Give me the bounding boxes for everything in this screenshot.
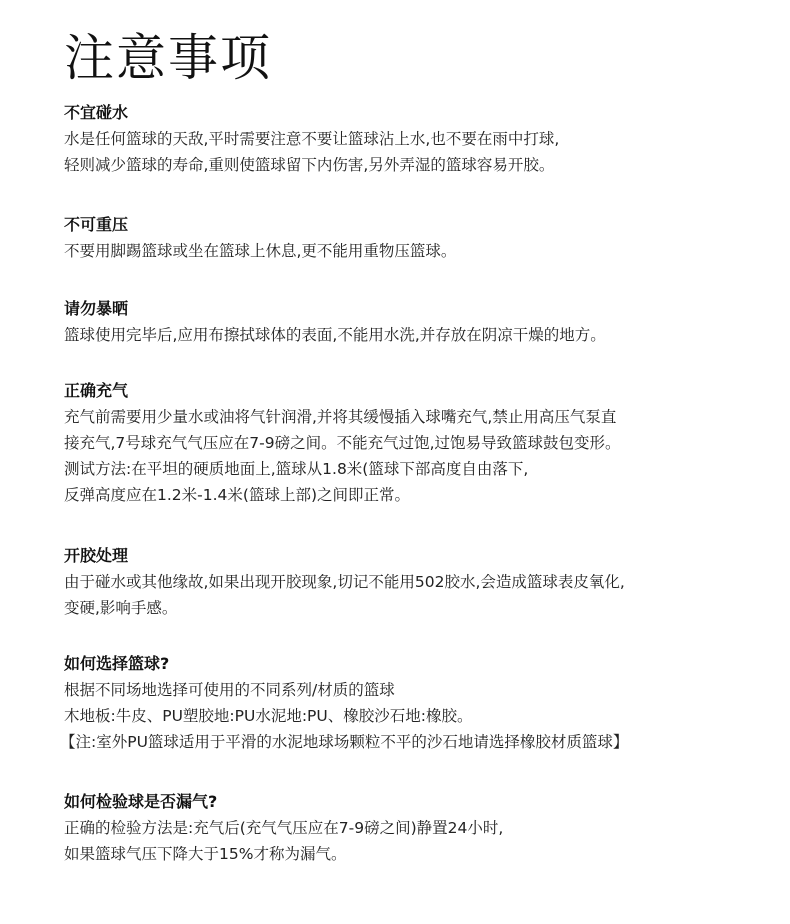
section-line: 正确的检验方法是:充气后(充气气压应在7-9磅之间)静置24小时, [64, 819, 504, 837]
section-line: 充气前需要用少量水或油将气针润滑,并将其缓慢插入球嘴充气,禁止用高压气泵直 [64, 408, 617, 426]
section-pressure [64, 212, 764, 264]
section-line: 不要用脚踢篮球或坐在篮球上休息,更不能用重物压篮球。 [64, 242, 457, 260]
section-line: 如果篮球气压下降大于15%才称为漏气。 [64, 845, 347, 863]
section-heading: 正确充气 [64, 381, 129, 400]
section-heading: 不可重压 [64, 215, 129, 234]
section-line: 水是任何篮球的天敌,平时需要注意不要让篮球沾上水,也不要在雨中打球, [64, 130, 560, 148]
section-heading: 请勿暴晒 [64, 299, 129, 318]
section-line: 木地板:牛皮、PU塑胶地:PU水泥地:PU、橡胶沙石地:橡胶。 [64, 707, 473, 725]
section-line: 变硬,影响手感。 [64, 599, 178, 617]
section-line: 根据不同场地选择可使用的不同系列/材质的篮球 [64, 681, 395, 699]
section-leak [64, 789, 764, 867]
section-line: 接充气,7号球充气气压应在7-9磅之间。不能充气过饱,过饱易导致篮球鼓包变形。 [64, 434, 621, 452]
page-title: 注意事项 [64, 29, 272, 87]
section-choose [60, 651, 764, 755]
section-heading: 开胶处理 [64, 546, 129, 565]
section-line: 反弹高度应在1.2米-1.4米(篮球上部)之间即正常。 [64, 486, 410, 504]
section-line: 篮球使用完毕后,应用布擦拭球体的表面,不能用水洗,并存放在阴凉干燥的地方。 [64, 326, 606, 344]
section-note: 【注:室外PU篮球适用于平滑的水泥地球场颗粒不平的沙石地请选择橡胶材质篮球】 [60, 733, 629, 751]
section-water [64, 100, 764, 178]
section-line: 测试方法:在平坦的硬质地面上,篮球从1.8米(篮球下部高度自由落下, [64, 460, 529, 478]
section-line: 由于碰水或其他缘故,如果出现开胶现象,切记不能用502胶水,会造成篮球表皮氧化, [64, 573, 625, 591]
section-inflation [64, 378, 764, 508]
section-heading: 如何选择篮球? [64, 654, 170, 673]
section-degumming [64, 543, 764, 621]
section-heading: 如何检验球是否漏气? [64, 792, 218, 811]
section-heading: 不宜碰水 [64, 103, 129, 122]
section-sun [64, 296, 764, 348]
section-line: 轻则减少篮球的寿命,重则使篮球留下内伤害,另外弄湿的篮球容易开胶。 [64, 156, 555, 174]
